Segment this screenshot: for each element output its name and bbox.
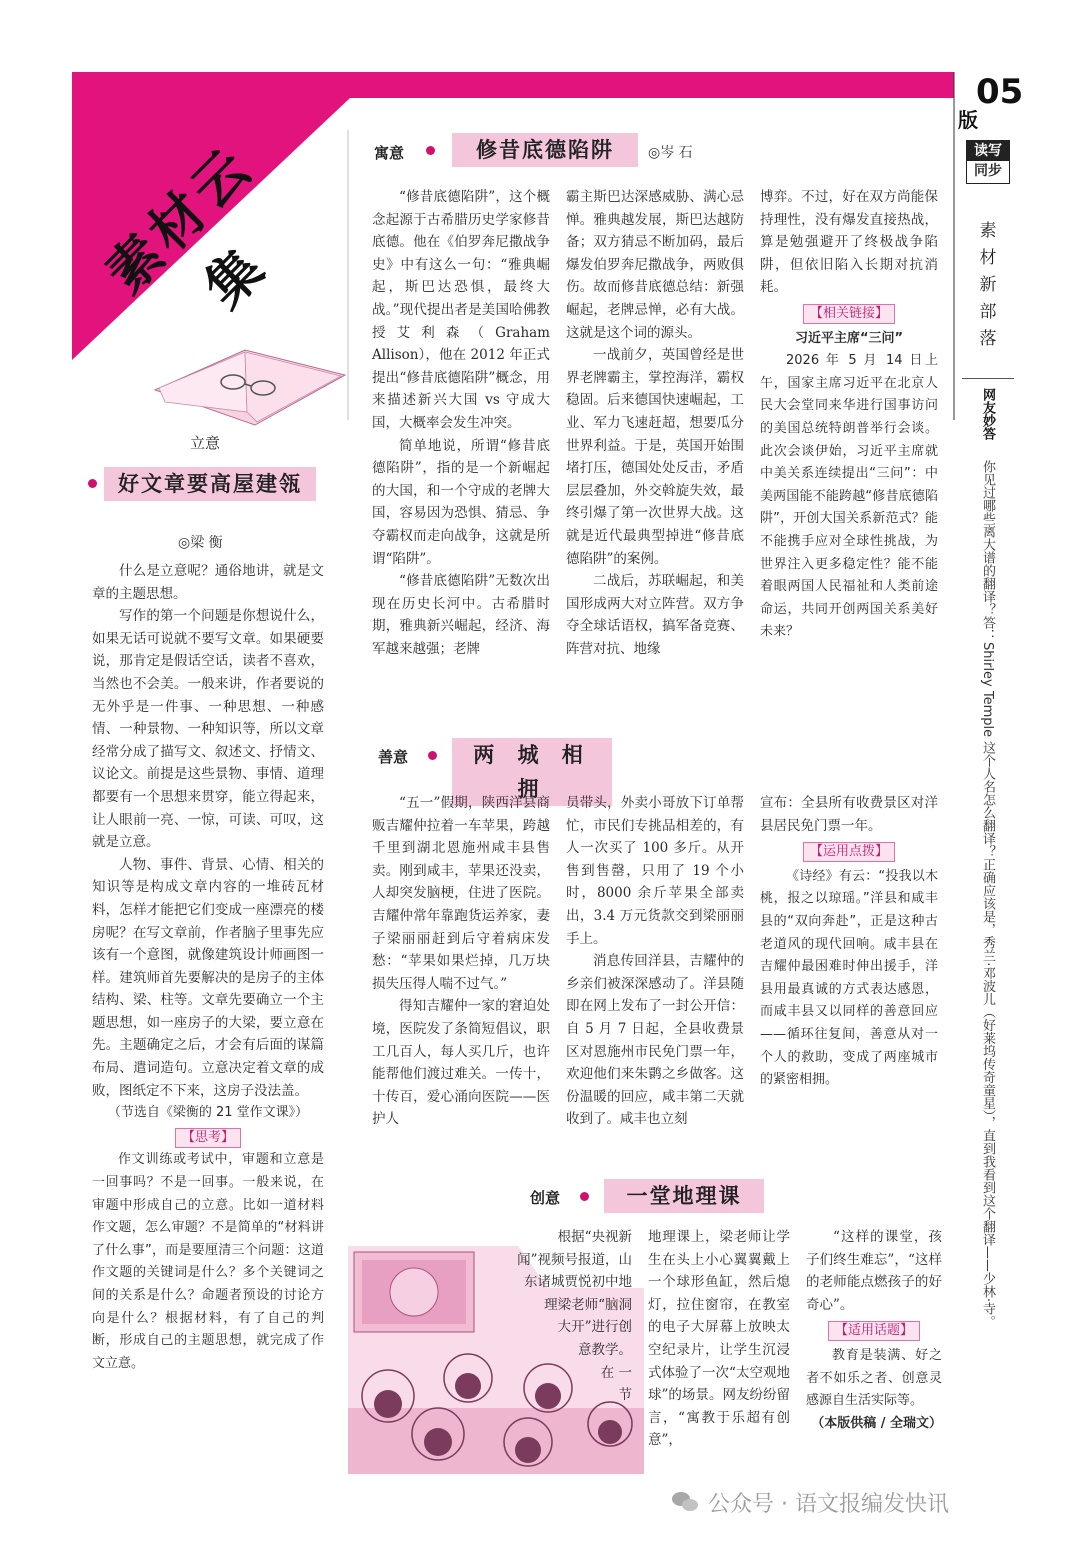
article1-paragraph: “修昔底德陷阱”，这个概念起源于古希腊历史学家修昔底德。他在《伯罗奔尼撒战争史》中有这么一句：“雅典崛起，斯巴达恐惧，最终大战。”现代提出者是美国哈佛教授艾利森（Graham Allison），他在 2012 年正式提出“修昔底德陷阱”概念，用来描述新兴大国 vs 守成大国，大概率会发生冲突。 <box>372 189 550 431</box>
article1-paragraph-cont: 霸主斯巴达深感威胁、满心忌惮。雅典越发展，斯巴达越防备；双方猜忌不断加码，最后爆发伯罗奔尼撒战争，两败俱伤。故而修昔底德总结：新强崛起，老牌忌惮，必有大战。这就是这个词的源头。 <box>566 189 744 341</box>
open-book-illustration <box>145 330 355 430</box>
article3-line: 大开”进行创 <box>557 1319 632 1336</box>
article3-line: 闻”视频号报道，山 <box>517 1251 632 1268</box>
netizen-answer: 你见过哪些离大谱的翻译？答：Shirley Temple 这个人名怎么翻译？正确应该是，秀兰·邓波儿（好莱坞传奇童星），直到我看到这个翻译——少林·寺。 <box>980 460 995 1329</box>
article1-paragraph: 简单地说，所谓“修昔底德陷阱”，指的是一个新崛起的大国，和一个守成的老牌大国，容易因为恐惧、猜忌、争夺霸权而走向战争，这就是所谓“陷阱”。 <box>372 437 550 567</box>
paper-name <box>966 140 1010 184</box>
related-link-title: 习近平主席“三问” <box>794 330 904 346</box>
article1-category: 寓意 <box>374 144 405 162</box>
article1-col1 <box>372 186 550 660</box>
article3-line: 意教学。 <box>578 1341 632 1358</box>
article3-title: 一堂地理课 <box>604 1179 764 1213</box>
paper-name-b: 同步 <box>974 163 1002 179</box>
left-paragraph: 什么是立意呢？通俗地讲，就是文章的主题思想。 <box>92 563 324 602</box>
watermark <box>672 1487 949 1518</box>
article1-dot <box>426 146 435 155</box>
article3-line: 东诸城贾悦初中地 <box>524 1274 632 1291</box>
left-category: 立意 <box>190 434 221 452</box>
column-title: 素材云集 <box>93 133 280 320</box>
side-char-3: 新 <box>979 275 997 295</box>
article3-col3 <box>806 1226 942 1435</box>
article1-author: ◎岑 石 <box>648 145 693 161</box>
topic-text: 教育是装满、好之者不如乐之者、创意灵感源自生活实际等。 <box>806 1347 942 1409</box>
article2-col1 <box>372 792 550 1131</box>
article2-col3-text: 宣布：全县所有收费景区对洋县居民免门票一年。 <box>760 795 938 834</box>
page-number: 05 <box>976 72 1024 112</box>
side-char-5: 落 <box>979 329 997 349</box>
article1-col2 <box>566 186 744 660</box>
left-title-dot <box>88 479 97 488</box>
article2-paragraph: 得知吉耀仲一家的窘迫处境，医院发了条简短倡议，职工几百人，每人买几斤，也许能帮他们渡过难关。一传十，十传百，爱心涌向医院——医护人 <box>372 998 550 1128</box>
left-source: （节选自《梁衡的 21 堂作文课》） <box>107 1105 309 1121</box>
article2-dot <box>428 751 437 760</box>
article1-col3 <box>760 186 938 644</box>
left-author: ◎梁 衡 <box>178 535 223 551</box>
apply-tag: 【运用点拨】 <box>803 842 895 862</box>
left-paragraph: 写作的第一个问题是你想说什么，如果无话可说就不要写文章。如果硬要说，那肯定是假话空话，读者不喜欢，当然也不会美。一般来讲，作者要说的无外乎是一件事、一种思想、一种感情、一种景物、一种知识等，所以文章经常分成了描写文、叙述文、抒情文、议论文。前提是这些景物、事情、道理都要有一个思想来贯穿，能立得起来，让人眼前一亮、一惊，可读、可叹，这就是立意。 <box>92 608 324 851</box>
article3-line: 理梁老师“脑洞 <box>544 1296 632 1313</box>
article2-paragraph: 消息传回洋县，吉耀仲的乡亲们被深深感动了。洋县随即在网上发布了一封公开信：自 5 月 7 日起，全县收费景区对恩施州市民免门票一年，欢迎他们来朱鹮之乡做客。这份温暖的回应，咸丰第二天就收到了。咸丰也立刻 <box>566 953 744 1128</box>
article3-col3-text: “这样的课堂，孩子们终生难忘”，“这样的老师能点燃孩子的好奇心”。 <box>806 1229 942 1313</box>
article1-col3-text: 博弈。不过，好在双方尚能保持理性，没有爆发直接热战，算是勉强避开了终极战争陷阱，但依旧陷入长期对抗消耗。 <box>760 189 938 296</box>
article2-category: 善意 <box>378 748 409 766</box>
apply-text: 《诗经》有云：“投我以木桃，报之以琼瑶。”洋县和咸丰县的“双向奔赴”，正是这种古老道风的现代回响。咸丰县在吉耀仲最困难时伸出援手，洋县用最真诚的方式表达感恩，而咸丰县又以同样的善意回应——循环往复间，善意从对一个人的救助，变成了两座城市的紧密相拥。 <box>760 868 938 1088</box>
left-paragraph: 人物、事件、背景、心情、相关的知识等是构成文章内容的一堆砖瓦材料，怎样才能把它们变成一座漂亮的楼房呢？在写文章前，作者脑子里事先应该有一个意图，就像建筑设计师画图一样。建筑师首先要解决的是房子的主体结构、梁、柱等。文章先要确立一个主题思想，如一座房子的大梁，要立意在先。主题确定之后，才会有后面的谋篇布局、遣词造句。立意决定着文章的成败，图纸定不下来，这房子没法盖。 <box>92 856 324 1099</box>
article1-paragraph: 二战后，苏联崛起，和美国形成两大对立阵营。双方争夺全球话语权，搞军备竞赛、阵营对抗、地缘 <box>566 573 744 657</box>
side-char-4: 部 <box>979 302 997 322</box>
article2-col3 <box>760 792 938 1092</box>
netizen-label: 网友妙答 <box>980 388 995 440</box>
think-tag: 【思考】 <box>175 1128 241 1148</box>
left-article-title: 好文章要高屋建瓴 <box>104 467 316 501</box>
article1-title: 修昔底德陷阱 <box>452 133 638 167</box>
article3-line: 节 <box>618 1387 632 1404</box>
sidebar-section-name <box>975 218 1001 353</box>
article3-line: 在 一 <box>600 1364 632 1381</box>
related-link-tag: 【相关链接】 <box>803 304 895 324</box>
side-char-2: 材 <box>979 248 997 268</box>
left-article-body <box>92 560 324 1375</box>
watermark-text: 公众号 · 语文报编发快讯 <box>708 1492 949 1517</box>
article3-col2-text: 地理课上，梁老师让学生在头上小心翼翼戴上一个球形鱼缸，然后熄灯，拉住窗帘，在教室的电子大屏幕上放映太空纪录片，让学生沉浸式体验了一次“太空观地球”的场景。网友纷纷留言，“寓教于乐超有创意”， <box>648 1229 790 1449</box>
article3-col2 <box>648 1226 790 1452</box>
article2-paragraph: “五一”假期，陕西洋县商贩吉耀仲拉着一车苹果，跨越千里到湖北恩施州咸丰县售卖。刚到咸丰，苹果还没卖，人却突发脑梗，住进了医院。吉耀仲常年靠跑货运养家，妻子梁丽丽赶到后守着病床发愁：“苹果如果烂掉，几万块损失压得人喘不过气。” <box>372 795 550 992</box>
article2-paragraph-cont: 员带头，外卖小哥放下订单帮忙，市民们专挑品相差的，有人一次买了 100 多斤。从开售到售罄，只用了 19 个小时，8000 余斤苹果全部卖出，3.4 万元货款交到梁丽丽手上。 <box>566 795 744 947</box>
article3-dot <box>580 1192 589 1201</box>
article3-col1 <box>488 1226 632 1407</box>
related-link-text: 2026 年 5 月 14 日上午，国家主席习近平在北京人民大会堂同来华进行国事访问的美国总统特朗普举行会谈。此次会谈伊始，习近平主席就中美关系连续提出“三问”：中美两国能不能跨越“修昔底德陷阱”，开创大国关系新范式？能不能携手应对全球性挑战，为世界注入更多稳定性？能不能着眼两国人民福祉和人类前途命运，共同开创两国关系美好未来？ <box>760 353 938 640</box>
side-char-1: 素 <box>979 221 997 241</box>
wechat-icon <box>672 1492 700 1514</box>
article1-paragraph: “修昔底德陷阱”无数次出现在历史长河中。古希腊时期，雅典新兴崛起，经济、海军越来越强；老牌 <box>372 573 550 657</box>
paper-name-a: 读写 <box>967 141 1009 161</box>
sidebar-divider <box>962 378 1014 379</box>
article1-paragraph: 一战前夕，英国曾经是世界老牌霸主，掌控海洋，霸权稳固。后来德国快速崛起，工业、军力飞速赶超，想要瓜分世界利益。于是，英国开始围堵打压，德国处处反击，矛盾层层叠加，外交斡旋失效，最终引爆了第一次世界大战。这就是近代最典型掉进“修昔底德陷阱”的案例。 <box>566 347 744 567</box>
article2-title: 两 城 相 拥 <box>452 738 612 806</box>
article2-col2 <box>566 792 744 1131</box>
page-suffix: 版 <box>958 108 978 132</box>
topic-tag: 【适用话题】 <box>828 1321 920 1341</box>
think-text: 作文训练或考试中，审题和立意是一回事吗？不是一回事。一般来说，在审题中形成自己的立意。比如一道材料作文题，怎么审题？不是简单的“材料讲了什么事”，而是要厘清三个问题：这道作文题的关键词是什么？多个关键词之间的关系是什么？命题者预设的讨论方向是什么？根据材料，有了自己的判断，形成自己的主题思想，就完成了作文立意。 <box>92 1152 324 1371</box>
article3-line: 根据“央视新 <box>557 1229 632 1245</box>
article3-category: 创意 <box>530 1189 561 1207</box>
credit: （本版供稿 / 全瑞文） <box>811 1415 942 1431</box>
